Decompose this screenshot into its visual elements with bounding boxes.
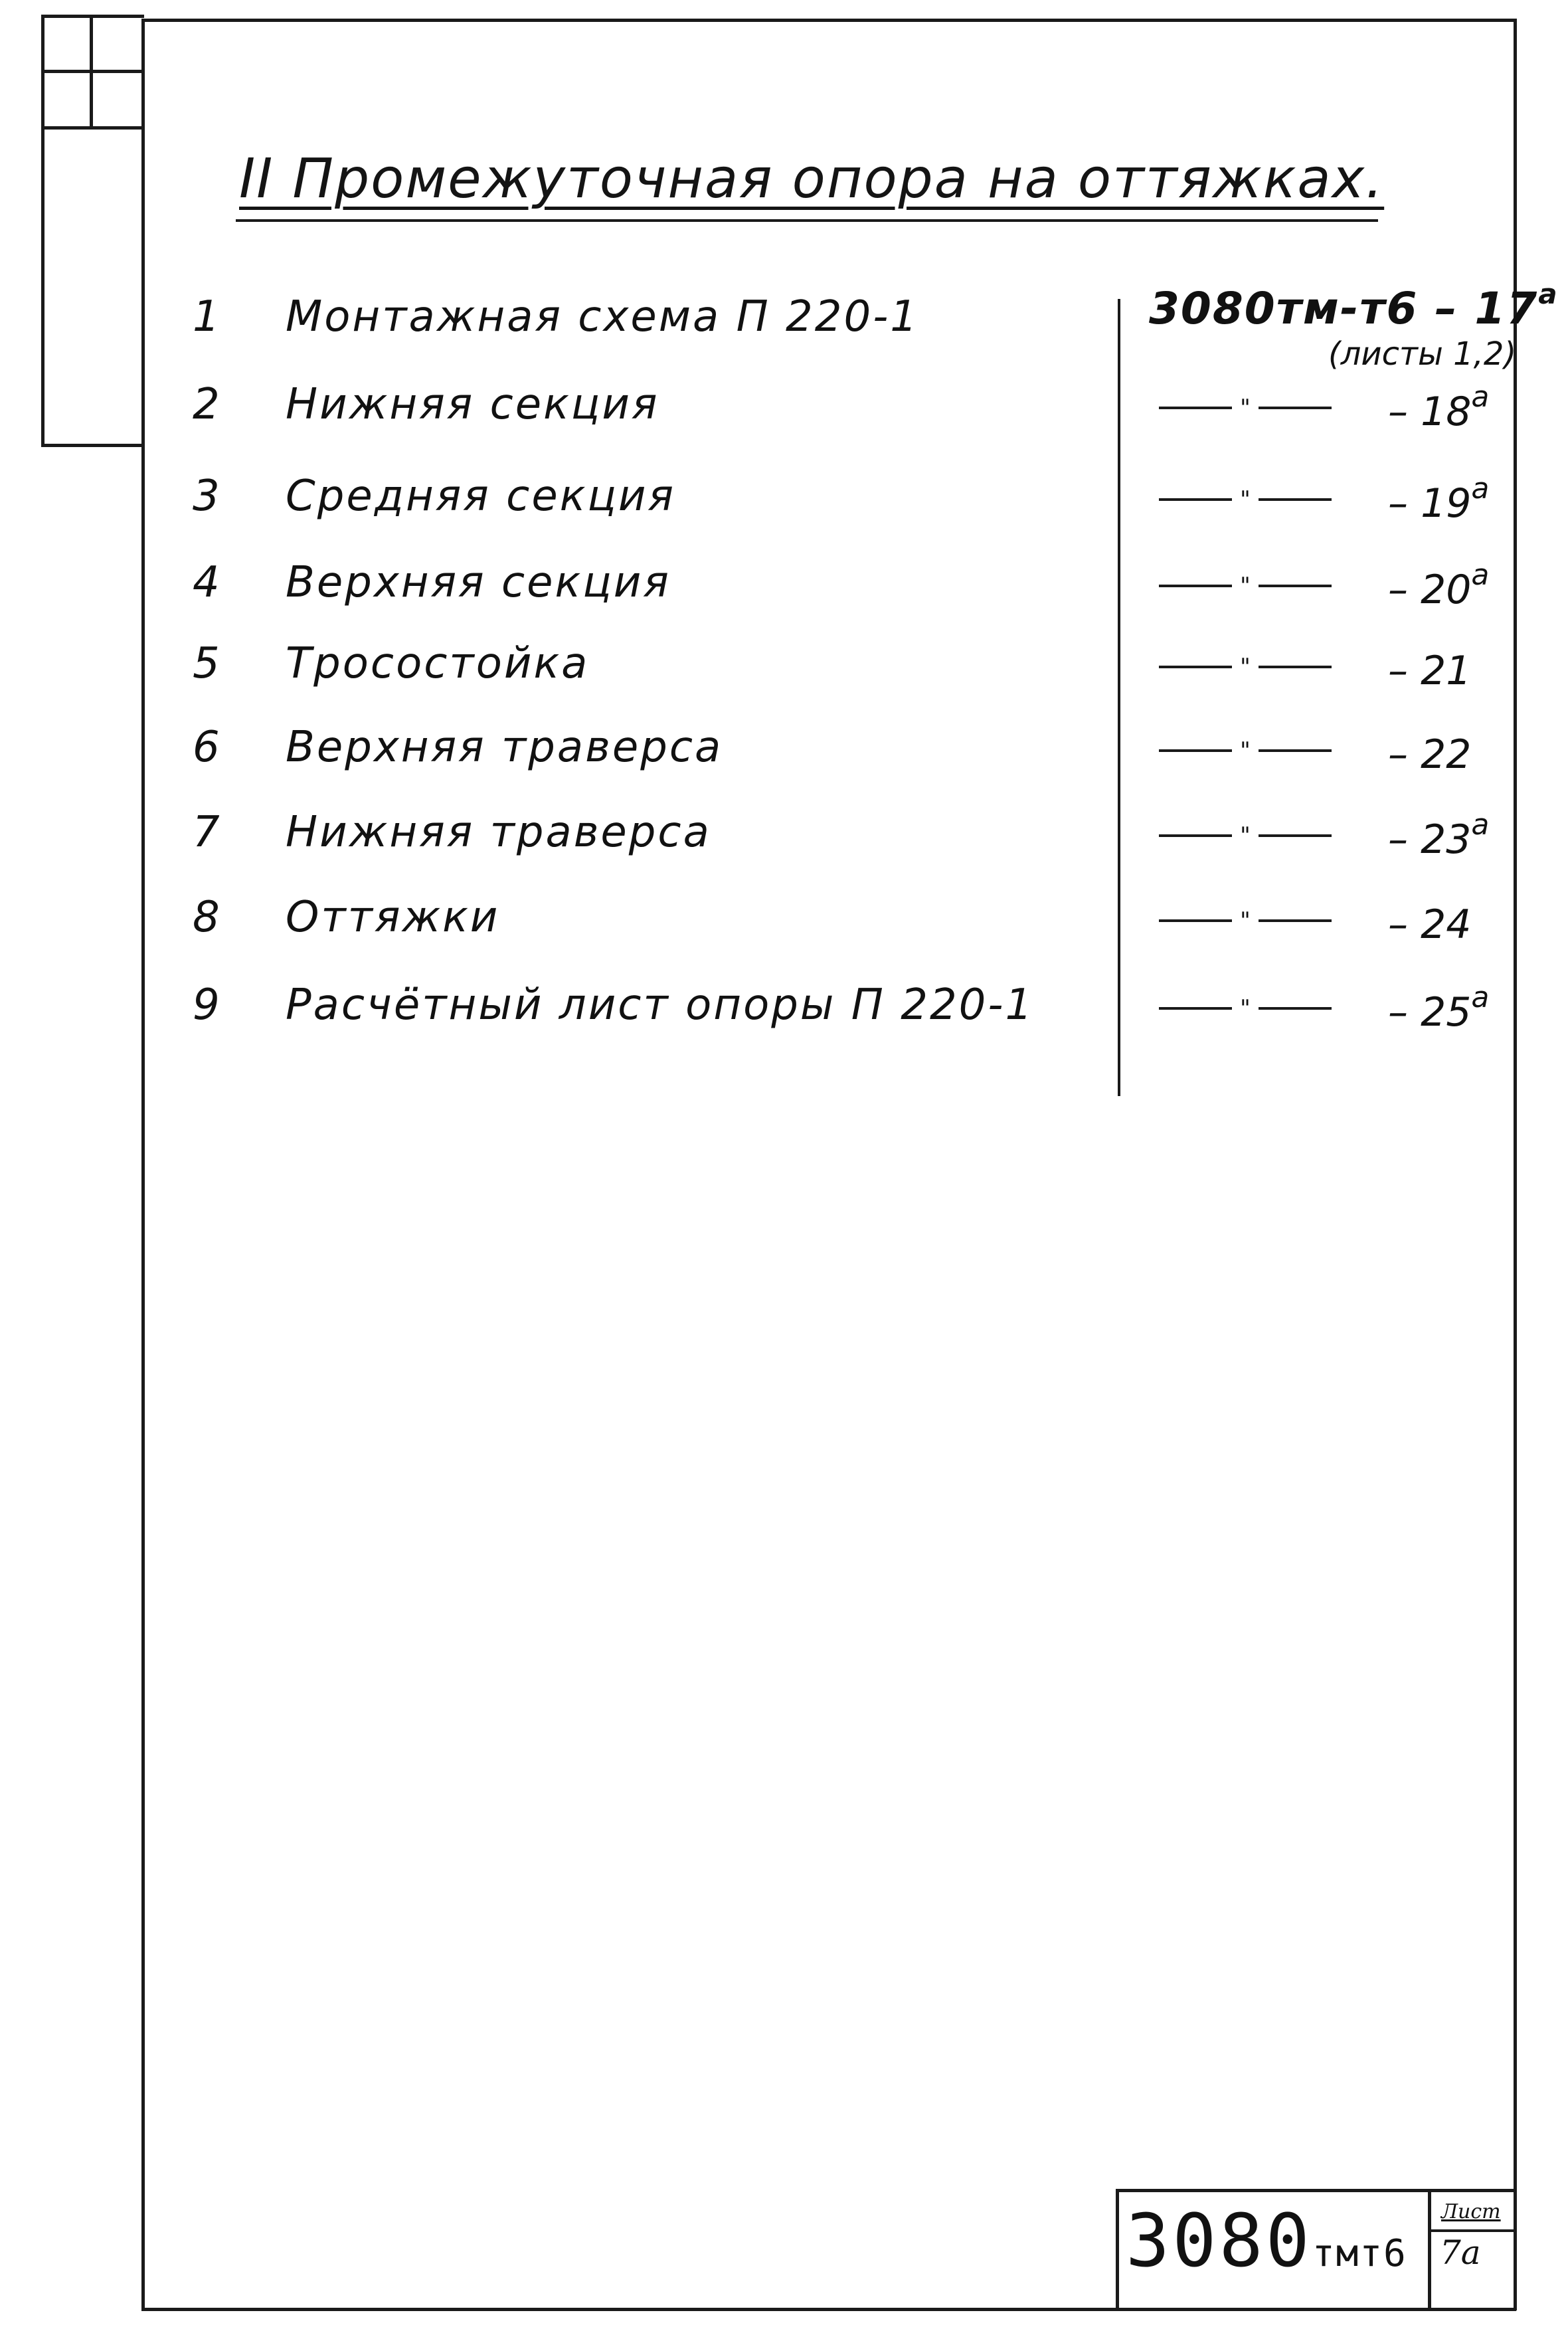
item-name: Монтажная схема П 220-1	[286, 292, 919, 341]
frame-top-border	[141, 19, 1516, 22]
stamp-sheet-label: Лист	[1441, 2200, 1501, 2223]
stamp-sheet-divider	[1428, 2229, 1516, 2232]
margin-box-vertical	[90, 15, 93, 128]
stamp-box-top	[1116, 2189, 1516, 2192]
item-name: Верхняя траверса	[286, 723, 723, 772]
ditto-dash: "	[1159, 643, 1365, 686]
item-number: 6	[193, 723, 220, 772]
item-reference: – $18^а$	[1388, 380, 1490, 435]
item-name: Оттяжки	[286, 893, 500, 942]
stamp-document-code: 3080тмт6	[1126, 2198, 1407, 2283]
item-number: 3	[193, 472, 220, 521]
column-separator	[1118, 299, 1120, 1096]
item-reference: – 22	[1388, 731, 1472, 778]
item-name: Верхняя секция	[286, 558, 671, 607]
title-double-underline	[236, 219, 1378, 222]
item-number: 9	[193, 981, 220, 1030]
item-reference: – $25^а$	[1388, 981, 1490, 1036]
frame-bottom-border	[141, 2308, 1516, 2311]
stamp-sheet-number: 7а	[1440, 2233, 1481, 2272]
ditto-dash: "	[1159, 562, 1365, 605]
ditto-dash: "	[1159, 984, 1365, 1028]
ditto-dash: "	[1159, 476, 1365, 519]
document-sheets: (листы 1,2)	[1328, 335, 1517, 373]
item-reference: – $23^а$	[1388, 808, 1490, 863]
item-reference: – $20^а$	[1388, 558, 1490, 613]
stamp-box-divider	[1428, 2189, 1431, 2310]
margin-box-left	[41, 15, 44, 446]
item-number: 5	[193, 639, 220, 688]
item-number: 2	[193, 380, 220, 429]
ditto-dash: "	[1159, 384, 1365, 427]
item-number: 8	[193, 893, 220, 942]
page-title: II Промежуточная опора на оттяжках.	[239, 147, 1385, 211]
item-name: Расчётный лист опоры П 220-1	[286, 981, 1035, 1030]
item-number: 1	[193, 292, 220, 341]
item-number: 7	[193, 808, 220, 857]
ditto-dash: "	[1159, 897, 1365, 940]
frame-left-border	[141, 19, 145, 2310]
item-name: Тросостойка	[286, 639, 590, 688]
item-name: Нижняя секция	[286, 380, 659, 429]
document-code: $3080тм-т6 - 17^а$	[1149, 278, 1559, 334]
item-number: 4	[193, 558, 220, 607]
item-name: Средняя секция	[286, 472, 675, 521]
ditto-dash: "	[1159, 727, 1365, 770]
stamp-box-left	[1116, 2189, 1119, 2310]
ditto-dash: "	[1159, 812, 1365, 855]
item-reference: – 21	[1388, 648, 1472, 694]
item-name: Нижняя траверса	[286, 808, 711, 857]
item-reference: – $19^а$	[1388, 472, 1490, 527]
item-reference: – 24	[1388, 901, 1472, 948]
margin-box-bottom	[41, 444, 144, 447]
